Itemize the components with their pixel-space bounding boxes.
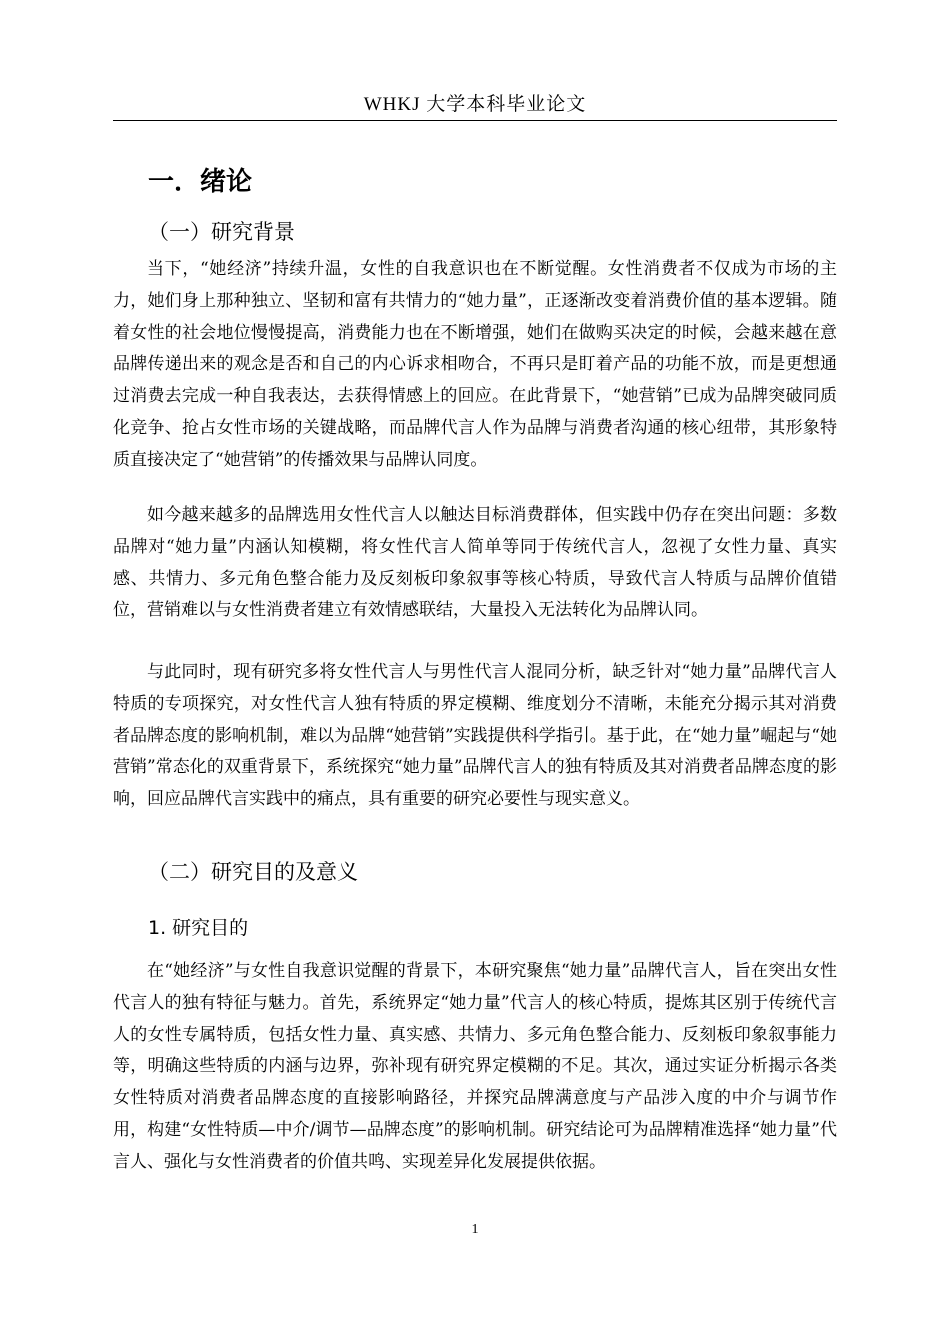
- page-number: 1: [471, 1222, 479, 1237]
- chapter-title: 一．绪论: [148, 167, 253, 197]
- header-rule: [113, 120, 837, 121]
- paragraph: 与此同时，现有研究多将女性代言人与男性代言人混同分析，缺乏针对“她力量”品牌代言人特质的专项探究，对女性代言人独有特质的界定模糊、维度划分不清晰，未能充分揭示其对消费者品牌态度的影响机制，难以为品牌“她营销”实践提供科学指引。基于此，在“她力量”崛起与“她营销”常态化的双重背景下，系统探究“她力量”品牌代言人的独有特质及其对消费者品牌态度的影响，回应品牌代言实践中的痛点，具有重要的研究必要性与现实意义。: [113, 662, 837, 810]
- section-title-background: （一）研究背景: [148, 220, 295, 244]
- paragraph: 在“她经济”与女性自我意识觉醒的背景下，本研究聚焦“她力量”品牌代言人，旨在突出女性代言人的独有特征与魅力。首先，系统界定“她力量”代言人的核心特质，提炼其区别于传统代言人的女性专属特质，包括女性力量、真实感、共情力、多元角色整合能力、反刻板印象叙事能力等，明确这些特质的内涵与边界，弥补现有研究界定模糊的不足。其次，通过实证分析揭示各类女性特质对消费者品牌态度的直接影响路径，并探究品牌满意度与产品涉入度的中介与调节作用，构建“女性特质—中介/调节—品牌态度”的影响机制。研究结论可为品牌精准选择“她力量”代言人、强化与女性消费者的价值共鸣、实现差异化发展提供依据。: [113, 961, 837, 1172]
- running-header: WHKJ 大学本科毕业论文: [363, 94, 587, 115]
- paragraph: 当下，“她经济”持续升温，女性的自我意识也在不断觉醒。女性消费者不仅成为市场的主力，她们身上那种独立、坚韧和富有共情力的“她力量”，正逐渐改变着消费价值的基本逻辑。随着女性的社会地位慢慢提高，消费能力也在不断增强，她们在做购买决定的时候，会越来越在意品牌传递出来的观念是否和自己的内心诉求相吻合，不再只是盯着产品的功能不放，而是更想通过消费去完成一种自我表达，去获得情感上的回应。在此背景下，“她营销”已成为品牌突破同质化竞争、抢占女性市场的关键战略，而品牌代言人作为品牌与消费者沟通的核心纽带，其形象特质直接决定了“她营销”的传播效果与品牌认同度。: [113, 259, 837, 470]
- section-title-purpose: （二）研究目的及意义: [148, 860, 358, 884]
- subsection-title: 1. 研究目的: [148, 917, 249, 939]
- paragraph: 如今越来越多的品牌选用女性代言人以触达目标消费群体，但实践中仍存在突出问题：多数品牌对“她力量”内涵认知模糊，将女性代言人简单等同于传统代言人，忽视了女性力量、真实感、共情力、多元角色整合能力及反刻板印象叙事等核心特质，导致代言人特质与品牌价值错位，营销难以与女性消费者建立有效情感联结，大量投入无法转化为品牌认同。: [113, 505, 837, 621]
